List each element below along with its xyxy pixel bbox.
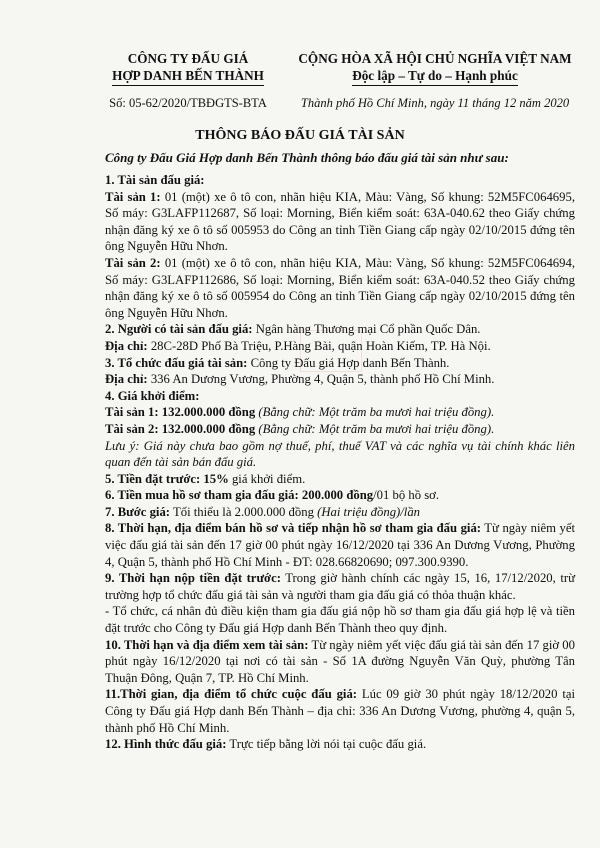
section-11 <box>105 686 575 736</box>
address-text: 28C-28D Phố Bà Triệu, P.Hàng Bài, quận Hoàn Kiếm, TP. Hà Nội. <box>147 338 491 353</box>
section-text: Công ty Đấu giá Hợp danh Bến Thành. <box>247 355 450 370</box>
section-heading: 8. Thời hạn, địa điểm bán hồ sơ và tiếp nhận hồ sơ tham gia đấu giá: <box>105 521 482 536</box>
section-4-heading <box>105 388 575 405</box>
republic-name: CỘNG HÒA XÃ HỘI CHỦ NGHĨA VIỆT NAM <box>298 51 572 66</box>
document-number: Số: 05-62/2020/TBĐGTS-BTA <box>109 96 267 110</box>
section-2-address <box>105 338 575 355</box>
address-text: 336 An Dương Vương, Phường 4, Quận 5, thành phố Hồ Chí Minh. <box>147 372 495 387</box>
document-title: THÔNG BÁO ĐẤU GIÁ TÀI SẢN <box>195 128 405 143</box>
section-text: Từ ngày niêm yết việc đấu giá tài sản đến 17 giờ 00 phút ngày 16/12/2020 tại 336 An Dương Vương, Phường 4, Quận 5, thành phố Hồ Chí Minh - ĐT: 028.66820690; 097.300.9390. <box>105 521 575 569</box>
section-3 <box>105 355 575 372</box>
section-heading: 12. Hình thức đấu giá: <box>105 737 227 752</box>
section-text: /01 bộ hồ sơ. <box>373 488 440 503</box>
national-block <box>290 50 580 111</box>
price-label: Tài sản 1: 132.000.000 đồng <box>105 405 256 420</box>
section-3-address <box>105 371 575 388</box>
section-heading: 5. Tiền đặt trước: 15% <box>105 471 229 486</box>
asset-label: Tài sản 2: <box>105 255 161 270</box>
intro-line: Công ty Đấu Giá Hợp danh Bến Thành thông báo đấu giá tài sản như sau: <box>105 150 509 165</box>
asset-1-paragraph <box>105 189 575 255</box>
company-name-line2: HỢP DANH BẾN THÀNH <box>112 67 264 86</box>
section-heading: 3. Tổ chức đấu giá tài sản: <box>105 355 248 370</box>
section-heading: 1. Tài sản đấu giá: <box>105 173 205 187</box>
issuer-block <box>98 50 278 111</box>
asset-2-paragraph <box>105 255 575 321</box>
section-text-italic: (Hai triệu đồng)/lần <box>313 504 421 519</box>
section-5 <box>105 471 575 488</box>
asset-description: 01 (một) xe ô tô con, nhãn hiệu KIA, Màu: Vàng, Số khung: 52M5FC064694, Số máy: G3LAFP112686, Số loại: Morning, Biển kiểm soát: 63A-040.52 theo Giấy chứng nhận đăng ký xe ô tô số 005954 do Công an tỉnh Tiền Giang cấp ngày 02/10/2015 đứng tên ông Nguyễn Hữu Nhơn. <box>105 255 575 320</box>
national-motto: Độc lập – Tự do – Hạnh phúc <box>352 67 518 86</box>
asset-description: 01 (một) xe ô tô con, nhãn hiệu KIA, Màu: Vàng, Số khung: 52M5FC064695, Số máy: G3LAFP112687, Số loại: Morning, Biển kiểm soát: 63A-040.62 theo Giấy chứng nhận đăng ký xe ô tô số 005953 do Công an tỉnh Tiền Giang cấp ngày 02/10/2015 đứng tên ông Nguyễn Hữu Nhơn. <box>105 189 575 254</box>
section-10 <box>105 637 575 687</box>
document-header <box>0 50 600 120</box>
section-8 <box>105 520 575 570</box>
section-text: Trong giờ hành chính các ngày 15, 16, 17/12/2020, trừ trường hợp tổ chức đấu giá tài sản và người tham gia đấu giá có thỏa thuận khác. <box>105 571 575 602</box>
address-label: Địa chỉ: <box>105 372 148 387</box>
section-text: Ngân hàng Thương mại Cổ phần Quốc Dân. <box>252 322 481 337</box>
place-and-date: Thành phố Hồ Chí Minh, ngày 11 tháng 12 năm 2020 <box>300 96 570 110</box>
price-note: Lưu ý: Giá này chưa bao gồm nợ thuế, phí, thuế VAT và các nghĩa vụ tài chính khác liên quan đến tài sản bán đấu giá. <box>105 438 575 470</box>
section-heading: 2. Người có tài sản đấu giá: <box>105 322 253 337</box>
section-2 <box>105 321 575 338</box>
price-in-words: (Bằng chữ: Một trăm ba mươi hai triệu đồng). <box>255 421 495 436</box>
section-text: Lúc 09 giờ 30 phút ngày 18/12/2020 tại Công ty Đấu giá Hợp danh Bến Thành – địa chỉ: 336 An Dương Vương, phường 4, quận 5, thành phố Hồ Chí Minh. <box>105 687 575 735</box>
section-12 <box>105 736 575 753</box>
section-7 <box>105 504 575 521</box>
document-body <box>105 172 575 753</box>
section-heading: 10. Thời hạn và địa điểm xem tài sản: <box>105 637 309 652</box>
section-heading: 4. Giá khởi điểm: <box>105 388 200 403</box>
section-9 <box>105 570 575 603</box>
section-heading: 6. Tiền mua hồ sơ tham gia đấu giá: 200.000 đồng <box>105 488 374 503</box>
section-text: Tối thiểu là 2.000.000 đồng <box>170 504 314 519</box>
section-text: Từ ngày niêm yết việc đấu giá tài sản đến 17 giờ 00 phút ngày 16/12/2020 tại nơi có tài sản - Số 1A đường Nguyễn Văn Quỳ, phường Tân Thuận Đông, Quận 7, TP. Hồ Chí Minh. <box>105 637 575 685</box>
section-heading: 11.Thời gian, địa điểm tổ chức cuộc đấu giá: <box>105 687 358 702</box>
price-asset-1 <box>105 404 575 421</box>
section-text: giá khởi điểm. <box>228 471 306 486</box>
section-9-note: - Tổ chức, cá nhân đủ điều kiện tham gia đấu giá nộp hồ sơ tham gia đấu giá hợp lệ và tiền đặt trước cho Công ty Đấu giá Hợp danh Bến Thành theo quy định. <box>105 604 575 636</box>
price-asset-2 <box>105 421 575 438</box>
section-6 <box>105 487 575 504</box>
section-heading: 7. Bước giá: <box>105 504 171 519</box>
section-heading: 9. Thời hạn nộp tiền đặt trước: <box>105 571 281 586</box>
section-text: Trực tiếp bằng lời nói tại cuộc đấu giá. <box>226 737 427 752</box>
price-in-words: (Bằng chữ: Một trăm ba mươi hai triệu đồng). <box>255 405 495 420</box>
section-1-heading <box>105 172 575 189</box>
price-label: Tài sản 2: 132.000.000 đồng <box>105 421 256 436</box>
address-label: Địa chỉ: <box>105 338 148 353</box>
company-name-line1: CÔNG TY ĐẤU GIÁ <box>127 51 249 66</box>
asset-label: Tài sản 1: <box>105 189 161 204</box>
